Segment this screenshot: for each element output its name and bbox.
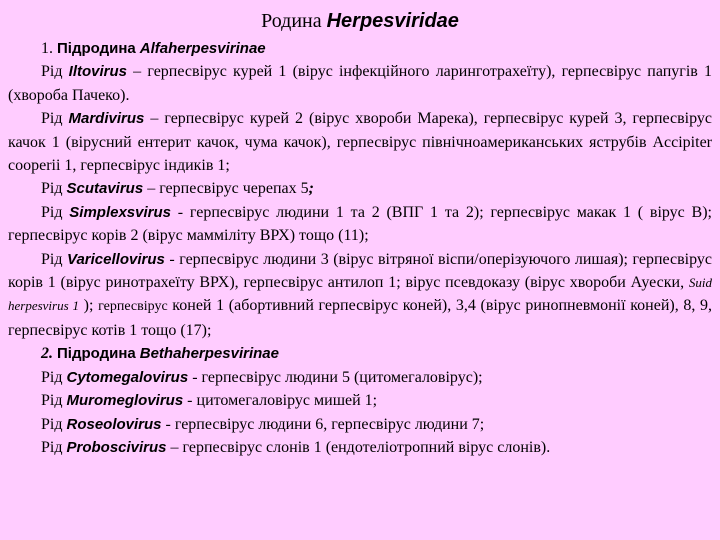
genus-name: Cytomegalovirus bbox=[66, 368, 189, 386]
genus-name: Scutavirus bbox=[66, 180, 144, 198]
genus-description-part-2: ); bbox=[79, 297, 99, 315]
genus-prefix: Рід bbox=[41, 110, 63, 128]
genus-prefix: Рід bbox=[41, 368, 63, 386]
genus-prefix: Рід bbox=[41, 250, 63, 268]
subfamily-2-number: 2. bbox=[41, 345, 53, 363]
genus-description-part-3: коней 1 (абортивний герпесвірус коней), 3,4 (вірус ринопневмонії коней), 8, 9, герпесвірус котів 1 тощо (17); bbox=[8, 297, 712, 339]
genus-description-end: ; bbox=[308, 180, 314, 198]
genus-proboscivirus bbox=[8, 436, 712, 459]
genus-prefix: Рід bbox=[41, 203, 63, 221]
genus-roseolovirus bbox=[8, 413, 712, 436]
genus-prefix: Рід bbox=[41, 63, 63, 81]
genus-name: Iltovirus bbox=[68, 63, 128, 81]
genus-name: Muromeglovirus bbox=[66, 392, 184, 410]
genus-description: - герпесвірус людини 6, герпесвірус людини 7; bbox=[161, 415, 485, 433]
genus-description: - герпесвірус людини 5 (цитомегаловірус); bbox=[188, 368, 483, 386]
species-name: Suid herpesvirus 1 bbox=[8, 275, 712, 314]
subfamily-1-label: Підродина bbox=[57, 40, 136, 57]
genus-iltovirus bbox=[8, 60, 712, 107]
genus-description-part-1: - герпесвірус людини 3 (вірус вітряної віспи/оперізуючого лишая); герпесвірус корів 1 (вірус ринотрахеїту ВРХ), герпесвірус антилоп 1; вірус псевдоказу (вірус хвороби Ауески, bbox=[8, 250, 713, 292]
title-family-name: Herpesviridae bbox=[326, 10, 459, 32]
subfamily-2-heading bbox=[8, 342, 712, 365]
genus-simplexsvirus bbox=[8, 201, 712, 248]
genus-description: – герпесвірус курей 2 (вірус хвороби Марека), герпесвірус курей 3, герпесвірус качок 1 (вірусний ентерит качок, чума качок), герпесвірус північноамериканських яструбів Accipiter cooperii 1, герпесвірус індиків 1; bbox=[8, 110, 713, 175]
genus-name: Proboscivirus bbox=[66, 438, 167, 456]
genus-description: - герпесвірус людини 1 та 2 (ВПГ 1 та 2); герпесвірус макак 1 ( вірус В); герпесвірус корів 2 (вірус мамміліту ВРХ) тощо (11); bbox=[8, 203, 713, 245]
genus-prefix: Рід bbox=[41, 438, 63, 456]
genus-mardivirus bbox=[8, 107, 712, 177]
genus-description: – герпесвірус курей 1 (вірус інфекційного ларинготрахеїту), герпесвірус папугів 1 (хвороба Пачеко). bbox=[8, 63, 713, 104]
genus-prefix: Рід bbox=[41, 392, 63, 410]
subfamily-1-name: Alfaherpesvirinae bbox=[139, 40, 266, 57]
genus-name: Varicellovirus bbox=[67, 250, 165, 268]
genus-prefix: Рід bbox=[41, 415, 63, 433]
subfamily-2-name: Bethaherpesvirinae bbox=[139, 345, 279, 363]
slide-title bbox=[8, 7, 712, 35]
subfamily-1-number: 1. bbox=[41, 40, 53, 57]
genus-name: Simplexsvirus bbox=[69, 203, 171, 221]
subfamily-2-label: Підродина bbox=[57, 345, 136, 363]
title-word: Родина bbox=[261, 10, 322, 32]
genus-varicellovirus bbox=[8, 248, 712, 343]
genus-scutavirus bbox=[8, 177, 712, 200]
genus-description: - цитомегаловірус мишей 1; bbox=[183, 392, 378, 410]
genus-prefix: Рід bbox=[41, 180, 63, 198]
genus-description: – герпесвірус черепах 5 bbox=[143, 180, 309, 198]
genus-muromeglovirus bbox=[8, 389, 712, 412]
subfamily-1-heading bbox=[8, 37, 712, 60]
genus-description-small: герпесвірус bbox=[98, 299, 168, 315]
genus-description: – герпесвірус слонів 1 (ендотеліотропний вірус слонів). bbox=[166, 438, 551, 456]
genus-cytomegalovirus bbox=[8, 366, 712, 389]
genus-name: Mardivirus bbox=[68, 110, 145, 128]
genus-name: Roseolovirus bbox=[66, 415, 162, 433]
